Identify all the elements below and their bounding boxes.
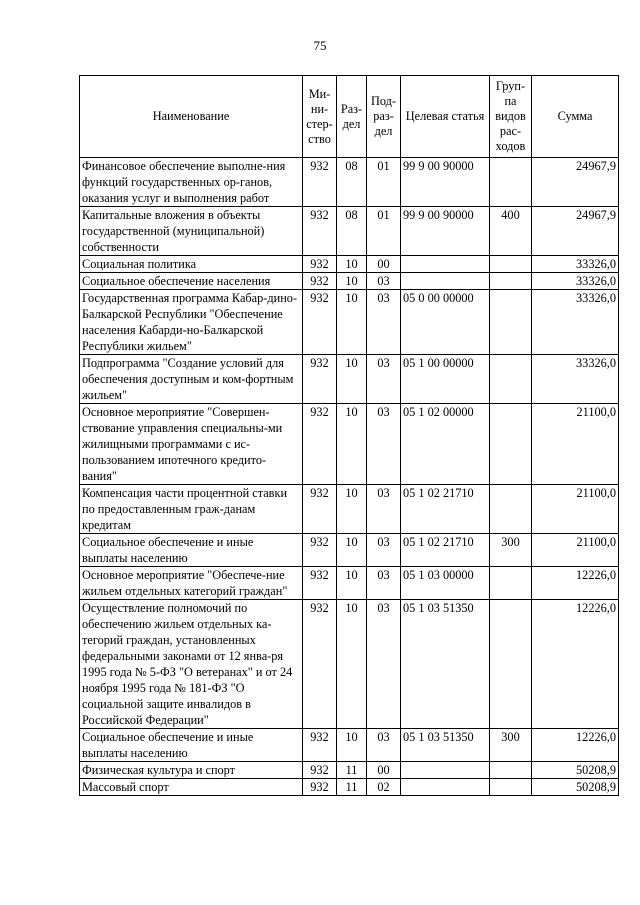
row-subsection: 03 <box>367 567 401 600</box>
row-ministry: 932 <box>303 355 337 404</box>
row-ministry: 932 <box>303 273 337 290</box>
row-name: Финансовое обеспечение выполне-ния функций государственных ор-ганов, оказания услуг и выполнения работ <box>80 158 303 207</box>
row-amount: 33326,0 <box>532 273 619 290</box>
row-section: 10 <box>337 256 367 273</box>
row-section: 10 <box>337 355 367 404</box>
row-target: 05 1 02 21710 <box>401 534 490 567</box>
row-section: 10 <box>337 600 367 729</box>
row-target: 05 1 03 51350 <box>401 729 490 762</box>
row-subsection: 02 <box>367 779 401 796</box>
row-amount: 12226,0 <box>532 600 619 729</box>
table-row <box>80 779 619 796</box>
table-row <box>80 273 619 290</box>
row-ministry: 932 <box>303 207 337 256</box>
row-amount: 12226,0 <box>532 567 619 600</box>
row-section: 10 <box>337 404 367 485</box>
row-subsection: 03 <box>367 290 401 355</box>
row-group <box>490 485 532 534</box>
table-row <box>80 567 619 600</box>
row-section: 10 <box>337 485 367 534</box>
row-name: Осуществление полномочий по обеспечению жильем отдельных ка-тегорий граждан, установленных федеральными законами от 12 янва-ря 1995 года № 5-ФЗ "О ветеранах" и от 24 ноября 1995 года № 181-ФЗ "О социальной защите инвалидов в Российской Федерации" <box>80 600 303 729</box>
row-target: 05 1 02 21710 <box>401 485 490 534</box>
row-group <box>490 158 532 207</box>
row-target <box>401 273 490 290</box>
table-row <box>80 600 619 729</box>
row-name: Подпрограмма "Создание условий для обеспечения доступным и ком-фортным жильем" <box>80 355 303 404</box>
row-target: 05 1 03 00000 <box>401 567 490 600</box>
header-subsection: Под-раз-дел <box>367 76 401 158</box>
row-section: 10 <box>337 534 367 567</box>
row-amount: 21100,0 <box>532 534 619 567</box>
row-target: 99 9 00 90000 <box>401 158 490 207</box>
row-section: 10 <box>337 273 367 290</box>
row-name: Массовый спорт <box>80 779 303 796</box>
row-group <box>490 779 532 796</box>
row-amount: 33326,0 <box>532 355 619 404</box>
row-group: 300 <box>490 534 532 567</box>
row-subsection: 03 <box>367 729 401 762</box>
header-group: Груп-па видов рас-ходов <box>490 76 532 158</box>
row-amount: 21100,0 <box>532 485 619 534</box>
row-group <box>490 256 532 273</box>
row-section: 08 <box>337 158 367 207</box>
row-ministry: 932 <box>303 534 337 567</box>
row-subsection: 03 <box>367 273 401 290</box>
header-ministry: Ми-ни-стер-ство <box>303 76 337 158</box>
row-group <box>490 355 532 404</box>
header-amount: Сумма <box>532 76 619 158</box>
row-name: Физическая культура и спорт <box>80 762 303 779</box>
row-group <box>490 404 532 485</box>
row-section: 10 <box>337 567 367 600</box>
table-row <box>80 534 619 567</box>
row-name: Социальная политика <box>80 256 303 273</box>
row-subsection: 01 <box>367 207 401 256</box>
row-subsection: 03 <box>367 404 401 485</box>
row-group <box>490 567 532 600</box>
row-amount: 33326,0 <box>532 256 619 273</box>
row-group: 300 <box>490 729 532 762</box>
row-ministry: 932 <box>303 485 337 534</box>
row-amount: 12226,0 <box>532 729 619 762</box>
row-target <box>401 256 490 273</box>
row-section: 08 <box>337 207 367 256</box>
row-ministry: 932 <box>303 290 337 355</box>
table-row <box>80 729 619 762</box>
table-row <box>80 355 619 404</box>
row-name: Основное мероприятие "Совершен-ствование управления специальны-ми жилищными программами с ис-пользованием ипотечного кредито-вания" <box>80 404 303 485</box>
row-section: 11 <box>337 762 367 779</box>
row-subsection: 03 <box>367 534 401 567</box>
page-number: 75 <box>313 38 327 53</box>
table-row <box>80 158 619 207</box>
row-amount: 24967,9 <box>532 207 619 256</box>
row-ministry: 932 <box>303 729 337 762</box>
row-ministry: 932 <box>303 762 337 779</box>
row-target: 05 1 02 00000 <box>401 404 490 485</box>
row-name: Государственная программа Кабар-дино-Балкарской Республики "Обеспечение населения Кабарди-но-Балкарской Республики жильем" <box>80 290 303 355</box>
row-subsection: 01 <box>367 158 401 207</box>
row-section: 10 <box>337 290 367 355</box>
row-subsection: 00 <box>367 762 401 779</box>
table-row <box>80 404 619 485</box>
row-name: Социальное обеспечение населения <box>80 273 303 290</box>
row-ministry: 932 <box>303 256 337 273</box>
row-subsection: 03 <box>367 600 401 729</box>
table-row <box>80 762 619 779</box>
row-ministry: 932 <box>303 404 337 485</box>
row-ministry: 932 <box>303 779 337 796</box>
row-target <box>401 762 490 779</box>
row-group <box>490 762 532 779</box>
row-target: 05 0 00 00000 <box>401 290 490 355</box>
row-group <box>490 600 532 729</box>
row-amount: 24967,9 <box>532 158 619 207</box>
table-row <box>80 485 619 534</box>
row-name: Компенсация части процентной ставки по предоставленным граж-данам кредитам <box>80 485 303 534</box>
row-amount: 50208,9 <box>532 762 619 779</box>
header-section: Раз-дел <box>337 76 367 158</box>
row-name: Капитальные вложения в объекты государственной (муниципальной) собственности <box>80 207 303 256</box>
header-row <box>80 76 619 158</box>
row-group <box>490 273 532 290</box>
table-body <box>80 158 619 796</box>
row-ministry: 932 <box>303 158 337 207</box>
row-group: 400 <box>490 207 532 256</box>
row-subsection: 00 <box>367 256 401 273</box>
row-subsection: 03 <box>367 485 401 534</box>
row-name: Основное мероприятие "Обеспече-ние жильем отдельных категорий граждан" <box>80 567 303 600</box>
row-target: 05 1 03 51350 <box>401 600 490 729</box>
row-amount: 21100,0 <box>532 404 619 485</box>
budget-table <box>79 75 619 796</box>
row-subsection: 03 <box>367 355 401 404</box>
row-target: 99 9 00 90000 <box>401 207 490 256</box>
row-group <box>490 290 532 355</box>
row-name: Социальное обеспечение и иные выплаты населению <box>80 729 303 762</box>
table-row <box>80 290 619 355</box>
header-target: Целевая статья <box>401 76 490 158</box>
row-amount: 33326,0 <box>532 290 619 355</box>
row-amount: 50208,9 <box>532 779 619 796</box>
row-ministry: 932 <box>303 567 337 600</box>
row-target <box>401 779 490 796</box>
row-section: 11 <box>337 779 367 796</box>
row-name: Социальное обеспечение и иные выплаты населению <box>80 534 303 567</box>
row-target: 05 1 00 00000 <box>401 355 490 404</box>
header-name: Наименование <box>80 76 303 158</box>
table-row <box>80 207 619 256</box>
table-row <box>80 256 619 273</box>
row-section: 10 <box>337 729 367 762</box>
row-ministry: 932 <box>303 600 337 729</box>
